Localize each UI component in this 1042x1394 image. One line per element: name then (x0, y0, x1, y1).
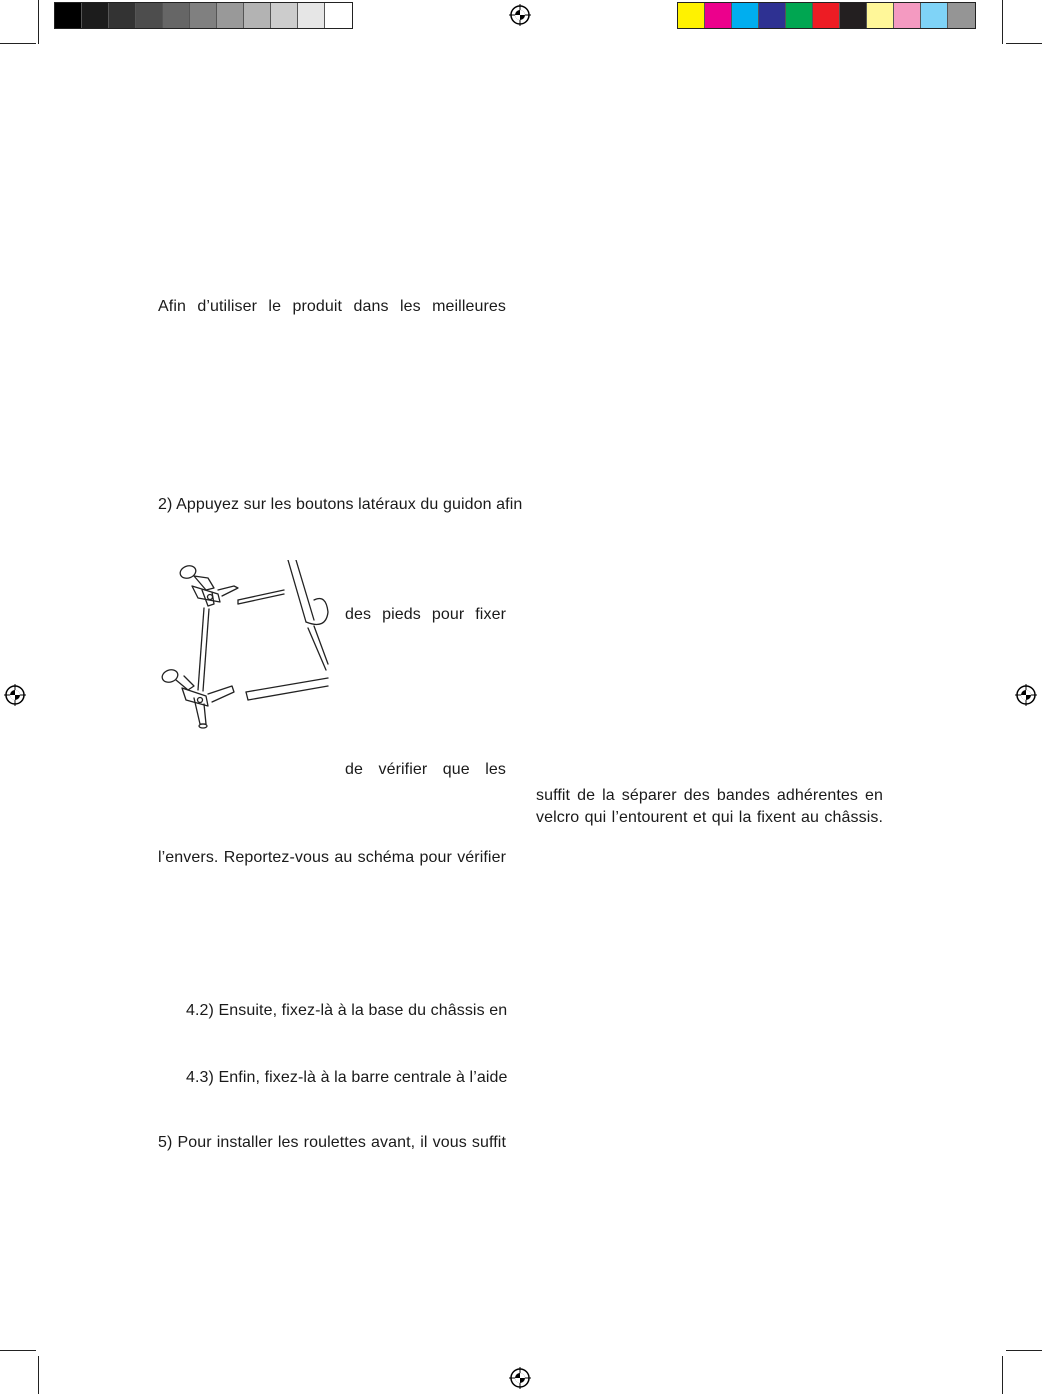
text-line-6: 4.2) Ensuite, fixez-là à la base du châssis en (186, 1002, 508, 1019)
color-swatch (732, 3, 759, 28)
text-line-4: de vérifier que les (345, 761, 506, 778)
color-swatch (948, 3, 975, 28)
text-line-2: 2) Appuyez sur les boutons latéraux du guidon afin (158, 496, 523, 513)
gray-swatch (82, 3, 109, 28)
gray-swatch (55, 3, 82, 28)
color-swatch (705, 3, 732, 28)
color-swatch (867, 3, 894, 28)
crop-mark-bottom-right-v (1002, 1356, 1003, 1394)
registration-mark-icon (509, 4, 531, 26)
color-swatch (813, 3, 840, 28)
crop-mark-bottom-left-h (0, 1350, 36, 1351)
right-text-line-2: velcro qui l’entourent et qui la fixent au châssis. (536, 809, 883, 826)
crop-mark-top-left-h (0, 43, 36, 44)
registration-mark-icon (1015, 684, 1037, 706)
gray-swatch (244, 3, 271, 28)
gray-swatch (271, 3, 298, 28)
crop-mark-top-left-v (38, 0, 39, 44)
color-swatch (894, 3, 921, 28)
color-swatch (678, 3, 705, 28)
right-text-line-1: suffit de la séparer des bandes adhérentes en (536, 787, 883, 804)
gray-bar (54, 2, 353, 29)
color-bar (677, 2, 976, 29)
color-swatch (759, 3, 786, 28)
color-swatch (840, 3, 867, 28)
color-swatch (921, 3, 948, 28)
crop-mark-top-right-v (1002, 0, 1003, 44)
crop-mark-top-right-h (1006, 43, 1042, 44)
gray-swatch (190, 3, 217, 28)
gray-swatch (109, 3, 136, 28)
gray-swatch (298, 3, 325, 28)
text-line-8: 5) Pour installer les roulettes avant, il vous suffit (158, 1134, 506, 1151)
text-line-5: l’envers. Reportez-vous au schéma pour vérifier (158, 849, 506, 866)
text-line-7: 4.3) Enfin, fixez-là à la barre centrale à l’aide (186, 1069, 508, 1086)
stroller-frame-assembly-icon (158, 560, 330, 734)
gray-swatch (136, 3, 163, 28)
color-swatch (786, 3, 813, 28)
registration-mark-icon (509, 1367, 531, 1389)
gray-swatch (163, 3, 190, 28)
gray-swatch (325, 3, 352, 28)
text-line-3: des pieds pour fixer (345, 606, 506, 623)
gray-swatch (217, 3, 244, 28)
text-line-1: Afin d’utiliser le produit dans les meilleures (158, 298, 506, 315)
crop-mark-bottom-left-v (38, 1356, 39, 1394)
registration-mark-icon (4, 684, 26, 706)
crop-mark-bottom-right-h (1006, 1350, 1042, 1351)
